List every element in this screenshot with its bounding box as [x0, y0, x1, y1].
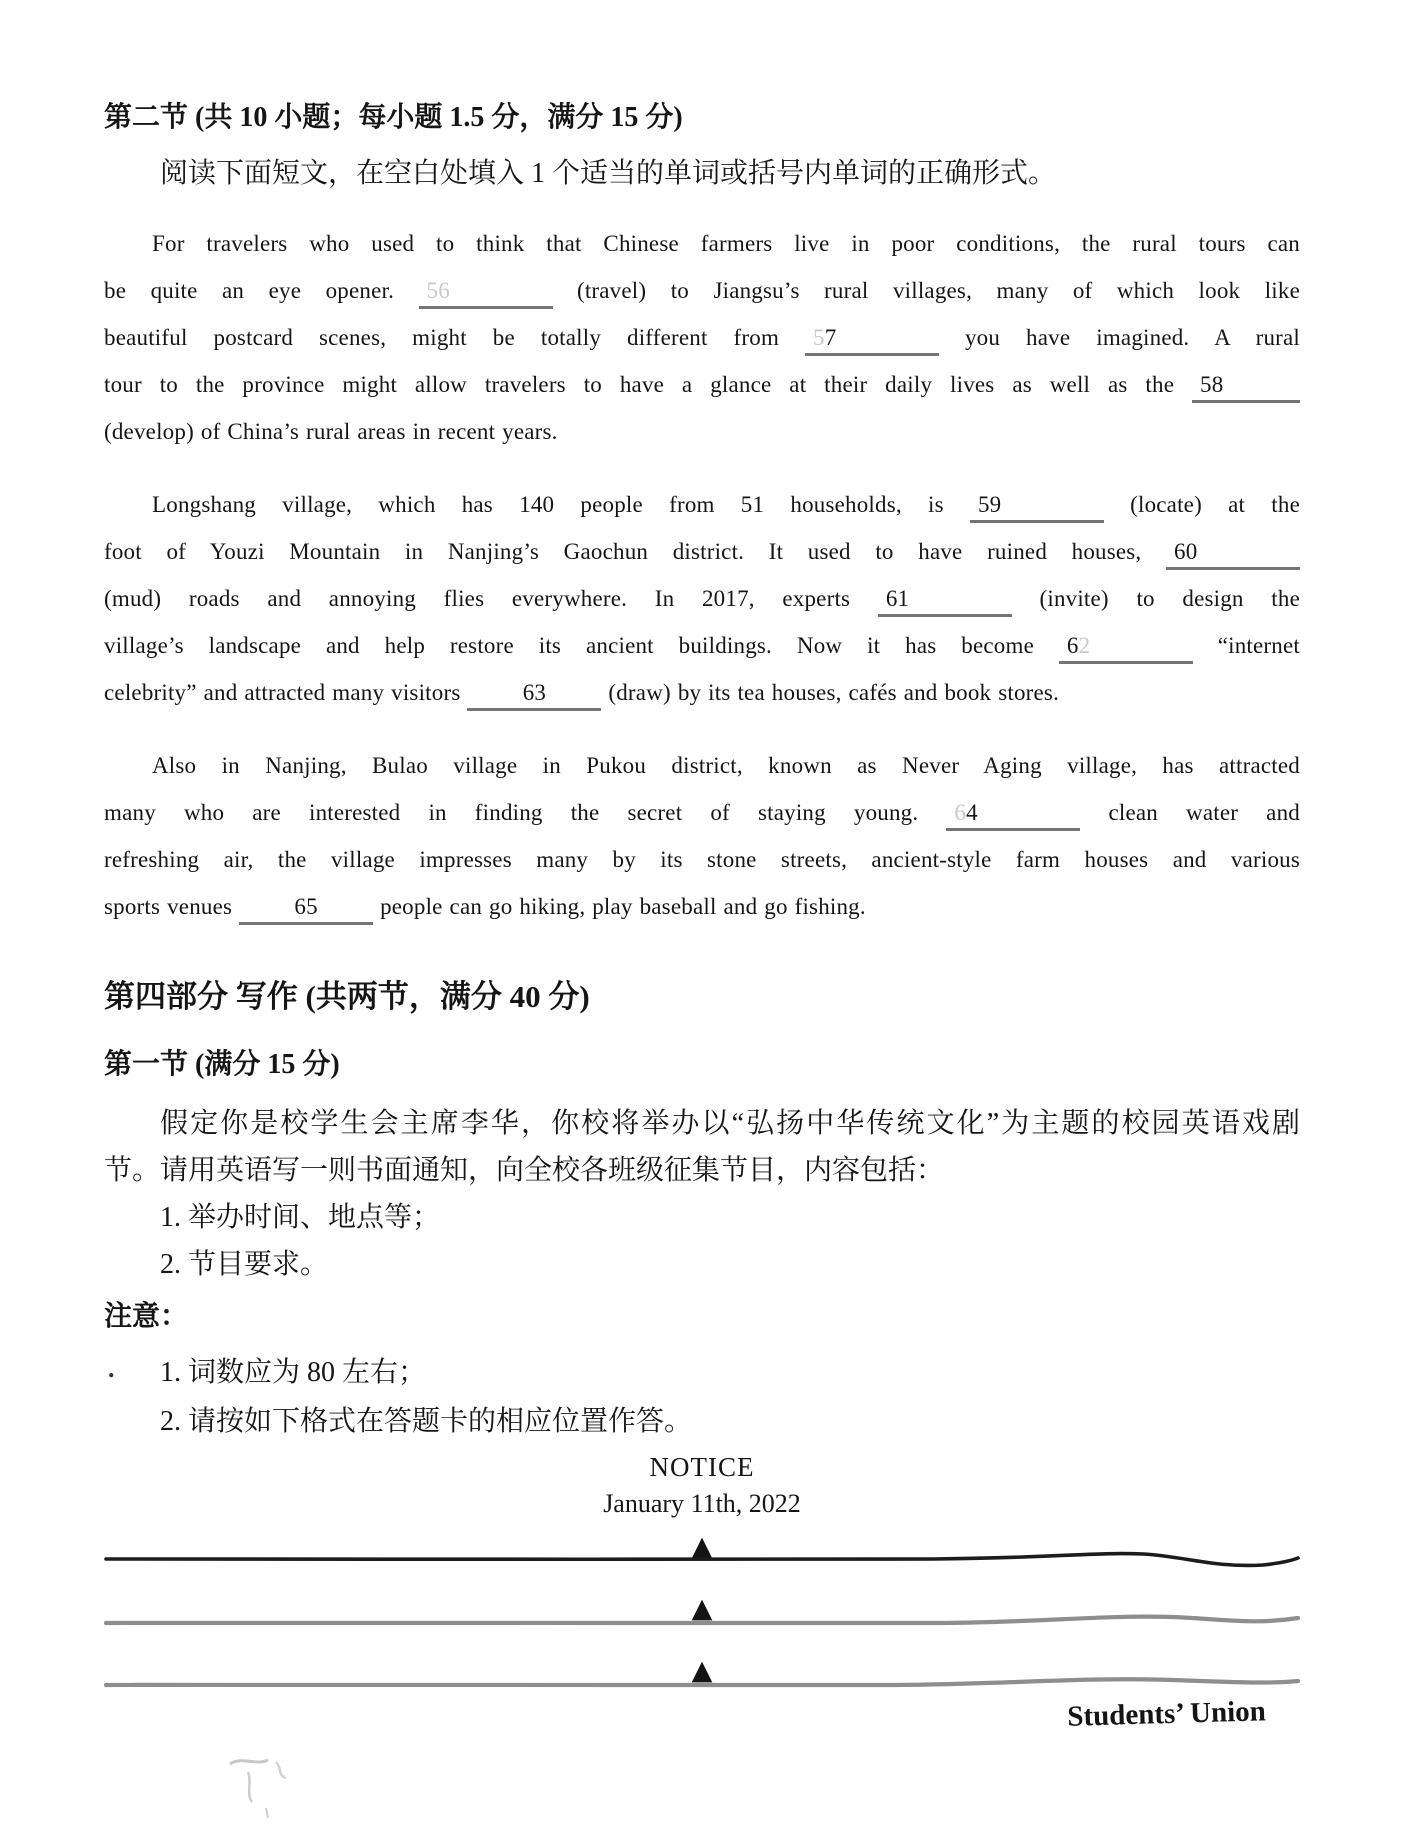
triangle-marker-icon: ▲: [691, 1593, 713, 1624]
scan-stray-dot: .: [108, 1354, 115, 1383]
passage-text: “internet: [1192, 633, 1300, 658]
blank-digit: 5: [426, 278, 439, 303]
passage-text: (mud) roads and annoying flies everywhere. In 2017, experts: [104, 586, 878, 611]
section2-heading: 第二节 (共 10 小题；每小题 1.5 分，满分 15 分): [104, 102, 683, 133]
passage-line: [104, 528, 1300, 575]
notice-title: NOTICE: [649, 1452, 755, 1482]
blank-digit: 7: [824, 325, 837, 350]
note-2: 2. 请按如下格式在答题卡的相应位置作答。: [160, 1406, 693, 1437]
section2-instruction: 阅读下面短文，在空白处填入 1 个适当的单词或括号内单词的正确形式。: [160, 158, 1057, 189]
blank-digit: 6: [1174, 539, 1186, 564]
passage-text: (travel) to Jiangsu’s rural villages, many of which look like: [552, 278, 1300, 303]
passage-text: (draw) by its tea houses, cafés and book stores.: [601, 680, 1060, 705]
passage-text: you have imagined. A rural: [939, 325, 1300, 350]
answer-line-row: [104, 1632, 1300, 1694]
cloze-blank-59: [970, 493, 1104, 523]
blank-digit: 9: [989, 492, 1002, 517]
blank-digit: 2: [1078, 633, 1091, 658]
answer-writing-line: [104, 1548, 1300, 1570]
passage-text: (locate) at the: [1103, 492, 1301, 517]
cloze-blank-60: [1166, 540, 1300, 570]
blank-digit: 6: [522, 680, 535, 705]
page-content: [104, 0, 1300, 1748]
passage-line: [104, 669, 1300, 716]
notes-label: 注意：: [104, 1301, 189, 1332]
passage-text: (develop) of China’s rural areas in recent years.: [104, 419, 558, 444]
passage-line: [104, 836, 1300, 883]
passage-paragraph: [104, 481, 1300, 716]
top-margin: [104, 0, 1300, 98]
passage-line: [104, 267, 1300, 314]
blank-digit: 8: [1211, 372, 1224, 397]
notice-date: January 11th, 2022: [603, 1489, 801, 1518]
passage-text: Longshang village, which has 140 people from 51 households, is: [152, 492, 970, 517]
passage-line: [104, 361, 1300, 408]
blank-digit: 6: [954, 800, 967, 825]
passage-line: [104, 622, 1300, 669]
passage-text: beautiful postcard scenes, might be totally different from: [104, 325, 806, 350]
passage-line: [104, 481, 1300, 528]
passage-text: be quite an eye opener.: [104, 278, 419, 303]
cloze-blank-56: [419, 279, 553, 309]
notes-block: [104, 1348, 1300, 1446]
answer-writing-line: [104, 1672, 1300, 1694]
cloze-blank-64: [946, 801, 1080, 831]
blank-digit: 3: [534, 680, 547, 705]
passage-line: [104, 742, 1300, 789]
cloze-blank-61: [878, 587, 1012, 617]
blank-digit: 4: [966, 800, 978, 825]
blank-digit: 6: [438, 278, 450, 303]
answer-writing-line: [104, 1610, 1300, 1632]
note-1: 1. 词数应为 80 左右；: [160, 1357, 427, 1388]
cloze-blank-65: [239, 895, 373, 925]
passage-text: many who are interested in finding the secret of staying young.: [104, 800, 947, 825]
passage-line: [104, 575, 1300, 622]
passage-line: [104, 789, 1300, 836]
part4-section1-heading: 第一节 (满分 15 分): [104, 1049, 340, 1080]
answer-lines: [104, 1508, 1300, 1694]
triangle-marker-icon: ▲: [691, 1655, 713, 1686]
part4-heading: 第四部分 写作 (共两节，满分 40 分): [104, 979, 590, 1014]
cloze-blank-57: [805, 326, 939, 356]
blank-digit: 0: [1185, 539, 1198, 564]
prompt-line-1: 假定你是校学生会主席李华，你校将举办以“弘扬中华传统文化”为主题的校园英语戏剧: [160, 1108, 1300, 1139]
passage-line: [104, 883, 1300, 930]
signature: Students’ Union: [1066, 1695, 1267, 1733]
prompt-item-1: 1. 举办时间、地点等；: [160, 1202, 441, 1233]
passage: [104, 220, 1300, 930]
blank-digit: 6: [294, 894, 307, 919]
triangle-marker-icon: ▲: [691, 1531, 713, 1562]
passage-line: [104, 314, 1300, 361]
answer-line-row: [104, 1570, 1300, 1632]
passage-paragraph: [104, 220, 1300, 455]
blank-digit: 5: [306, 894, 318, 919]
cloze-blank-58: [1192, 373, 1300, 403]
passage-line: [104, 408, 1300, 455]
blank-digit: 6: [1066, 633, 1079, 658]
prompt-line-2: 节。请用英语写一则书面通知，向全校各班级征集节目，内容包括：: [104, 1155, 945, 1186]
passage-text: For travelers who used to think that Chinese farmers live in poor conditions, the rural tours can: [152, 231, 1300, 256]
blank-digit: 6: [885, 586, 898, 611]
passage-text: sports venues: [104, 894, 240, 919]
blank-digit: 5: [977, 492, 990, 517]
passage-text: celebrity” and attracted many visitors: [104, 680, 468, 705]
cloze-blank-63: [467, 681, 601, 711]
passage-text: Also in Nanjing, Bulao village in Pukou district, known as Never Aging village, has attracted: [152, 753, 1300, 778]
prompt-item-2: 2. 节目要求。: [160, 1249, 329, 1280]
scan-smudge: [222, 1742, 342, 1822]
passage-text: (invite) to design the: [1011, 586, 1300, 611]
passage-text: refreshing air, the village impresses many by its stone streets, ancient-style farm houses and various: [104, 847, 1300, 872]
passage-text: clean water and: [1080, 800, 1300, 825]
passage-text: village’s landscape and help restore its ancient buildings. Now it has become: [104, 633, 1059, 658]
blank-digit: 5: [1200, 372, 1212, 397]
passage-text: foot of Youzi Mountain in Nanjing’s Gaochun district. It used to have ruined houses,: [104, 539, 1166, 564]
passage-line: [104, 220, 1300, 267]
passage-paragraph: [104, 742, 1300, 930]
passage-text: people can go hiking, play baseball and go fishing.: [373, 894, 866, 919]
blank-digit: 1: [897, 586, 910, 611]
blank-digit: 5: [813, 325, 825, 350]
answer-line-row: [104, 1508, 1300, 1570]
passage-text: tour to the province might allow travelers to have a glance at their daily lives as well as the: [104, 372, 1192, 397]
cloze-blank-62: [1059, 634, 1193, 664]
